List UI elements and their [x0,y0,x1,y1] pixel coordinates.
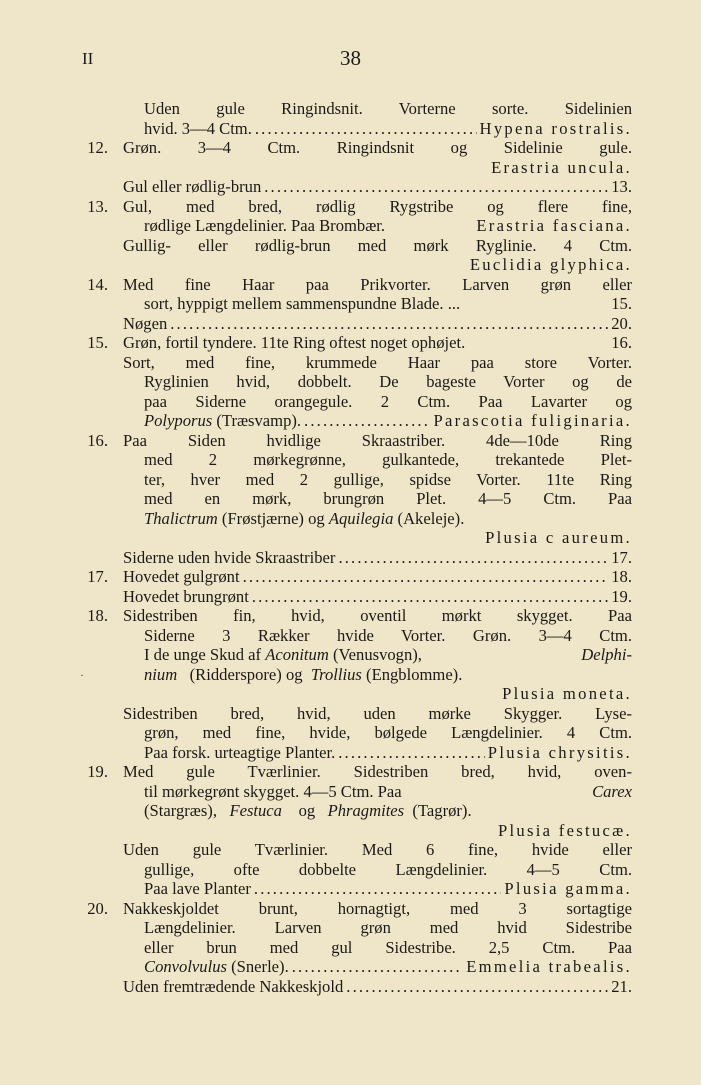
line-text: Gullig- eller rødlig-brun med mørk Ryglinie. 4 Ctm. [123,235,632,255]
plant-name: Phragmites [327,801,405,820]
leader-dots [254,879,501,899]
key-line [80,99,632,119]
couplet-number: 13. [87,196,108,216]
key-line [80,548,632,568]
couplet-number: 15. [87,333,108,352]
species-name: Plusia gamma. [504,879,632,898]
key-line [80,528,632,548]
leader-dots [255,119,477,139]
line-text: Sidestriben bred, hvid, uden mørke Skygger. Lyse- [123,703,632,723]
line-text: rødlige Længdelinier. Paa Brombær. [144,216,386,235]
couplet-reference: 20. [611,313,632,333]
key-line [80,665,632,685]
line-text: Nøgen [123,313,168,333]
key-line [80,567,632,587]
line-text: med en mørk, brungrøn Plet. 4—5 Ctm. Paa [144,489,632,508]
key-line [80,411,632,431]
couplet-reference: 13. [611,177,632,196]
key-line [80,645,632,665]
plant-name: Convolvulus [144,957,227,976]
page-number: 38 [340,46,361,70]
key-line [80,840,632,860]
key-line [80,762,632,782]
key-line [80,626,632,646]
key-line [80,216,632,236]
plant-name: Carex [592,781,632,801]
key-line [80,314,632,334]
section-marker: II [82,49,94,68]
couplet-number: 20. [87,898,108,918]
line-text: Grøn, fortil tyndere. 11te Ring oftest noget ophøjet. [123,333,466,352]
line-text: (Stargræs), [144,801,217,820]
line-text: paa Siderne orangegule. 2 Ctm. Paa Lavarter og [144,391,632,411]
leader-dots [243,567,609,587]
key-line [80,236,632,256]
line-text: (Træsvamp). [216,411,302,430]
key-line [80,606,632,626]
key-line [80,470,632,490]
key-line [80,275,632,295]
leader-dots [338,548,608,568]
line-text: hvid. 3—4 Ctm. [144,118,252,138]
couplet-reference: 18. [611,567,632,586]
leader-dots [170,314,608,334]
key-line [80,821,632,841]
line-text: Sort, med fine, krummede Haar paa store Vorter. [123,352,632,372]
line-text: (Tagrør). [412,801,472,820]
page-header [0,46,701,72]
key-line [80,723,632,743]
species-name: Erastria uncula. [491,157,632,177]
line-text: sort, hyppigt mellem sammenspundne Blade. ... [144,294,461,313]
couplet-reference: 17. [611,547,632,567]
species-name: Euclidia glyphica. [469,255,632,274]
key-line [80,489,632,509]
couplet-number: 14. [87,274,108,294]
line-text: eller brun med gul Sidestribe. 2,5 Ctm. Paa [144,937,632,957]
key-line [80,450,632,470]
key-line [80,294,632,314]
line-text: Uden gule Ringindsnit. Vorterne sorte. Sidelinien [144,99,632,118]
key-line [80,977,632,997]
couplet-reference: 16. [611,333,632,352]
key-line [80,899,632,919]
line-text: Ryglinien hvid, dobbelt. De bageste Vorter og de [144,372,632,391]
line-text: Med gule Tværlinier. Sidestriben bred, hvid, oven- [123,762,632,781]
couplet-number: 17. [87,567,108,586]
leader-dots [264,177,608,197]
plant-name: nium [144,664,178,684]
species-name: Plusia chrysitis. [487,742,632,762]
key-line [80,782,632,802]
line-text: Længdelinier. Larven grøn med hvid Sidestribe [144,918,632,937]
key-line [80,177,632,197]
plant-name: Delphi- [581,645,632,664]
key-line [80,860,632,880]
line-text: Siderne 3 Rækker hvide Vorter. Grøn. 3—4 Ctm. [144,625,632,645]
plant-name: Thalictrum [144,508,218,528]
couplet-number: 12. [87,138,108,157]
species-name: Hypena rostralis. [479,118,632,138]
key-line [80,197,632,217]
species-name: Plusia moneta. [502,684,632,703]
plant-name: Aconitum [265,645,329,664]
key-line [80,138,632,158]
leader-dots [346,977,608,997]
leader-dots [304,411,430,431]
couplet-reference: 21. [611,976,632,996]
line-text: med 2 mørkegrønne, gulkantede, trekantede Plet- [144,450,632,469]
margin-mark: · [80,668,84,682]
key-line [80,938,632,958]
key-line [80,743,632,763]
couplet-reference: 15. [611,294,632,313]
plant-name: Festuca [229,801,282,820]
key-line [80,119,632,139]
line-text: ter, hver med 2 gullige, spidse Vorter. 11te Ring [144,469,632,489]
species-name: Erastria fasciana. [476,216,632,235]
line-text: Paa forsk. urteagtige Planter. [144,742,336,762]
plant-name: Trollius [310,664,362,684]
species-name: Plusia festucæ. [497,820,632,840]
leader-dots [252,587,608,607]
species-name: Parascotia fuliginaria. [433,411,632,430]
key-line [80,879,632,899]
key-line [80,372,632,392]
plant-name: Polyporus [144,411,213,430]
couplet-reference: 19. [611,586,632,606]
line-text: (Akeleje). [397,508,465,528]
leader-dots [338,743,485,763]
line-text: Gul, med bred, rødlig Rygstribe og flere fine, [123,196,632,216]
couplet-number: 16. [87,430,108,450]
key-line [80,392,632,412]
couplet-number: 19. [87,762,108,781]
line-text: Hovedet gulgrønt [123,567,240,586]
line-text: til mørkegrønt skygget. 4—5 Ctm. Paa [144,781,402,801]
line-text: (Engblomme). [366,664,463,684]
line-text: Nakkeskjoldet brunt, hornagtigt, med 3 sortagtige [123,898,632,918]
line-text: Sidestriben fin, hvid, oventil mørkt skygget. Paa [123,606,632,625]
line-text: gullige, ofte dobbelte Længdelinier. 4—5 Ctm. [144,859,632,879]
identification-key [80,99,632,996]
line-text: Med fine Haar paa Prikvorter. Larven grøn eller [123,274,632,294]
line-text: grøn, med fine, hvide, bølgede Længdelinier. 4 Ctm. [144,723,632,742]
key-line [80,255,632,275]
line-text: (Snerle). [231,957,289,976]
key-line [80,704,632,724]
species-name: Plusia c aureum. [485,528,632,547]
line-text: Siderne uden hvide Skraastriber [123,547,336,567]
line-text: Hovedet brungrønt [123,586,249,606]
plant-name: Aquilegia [328,508,394,528]
line-text: (Ridderspore) og [189,664,303,684]
key-line [80,801,632,821]
leader-dots [292,957,463,977]
key-line [80,353,632,373]
couplet-number: 18. [87,606,108,625]
line-text: Paa lave Planter [144,879,251,898]
key-line [80,431,632,451]
line-text: (Frøstjærne) og [221,508,325,528]
key-line [80,509,632,529]
line-text: I de unge Skud af [144,645,262,664]
key-line [80,333,632,353]
species-name: Emmelia trabealis. [466,957,632,976]
line-text: Uden gule Tværlinier. Med 6 fine, hvide eller [123,840,632,859]
line-text: Grøn. 3—4 Ctm. Ringindsnit og Sidelinie gule. [123,138,632,157]
line-text: Uden fremtrædende Nakkeskjold [123,976,344,996]
line-text: Gul eller rødlig-brun [123,177,262,196]
line-text: Paa Siden hvidlige Skraastriber. 4de—10de Ring [123,430,632,450]
key-line [80,158,632,178]
key-line [80,918,632,938]
line-text: (Venusvogn), [332,645,422,664]
key-line [80,587,632,607]
line-text: og [298,801,316,820]
key-line [80,684,632,704]
key-line [80,957,632,977]
